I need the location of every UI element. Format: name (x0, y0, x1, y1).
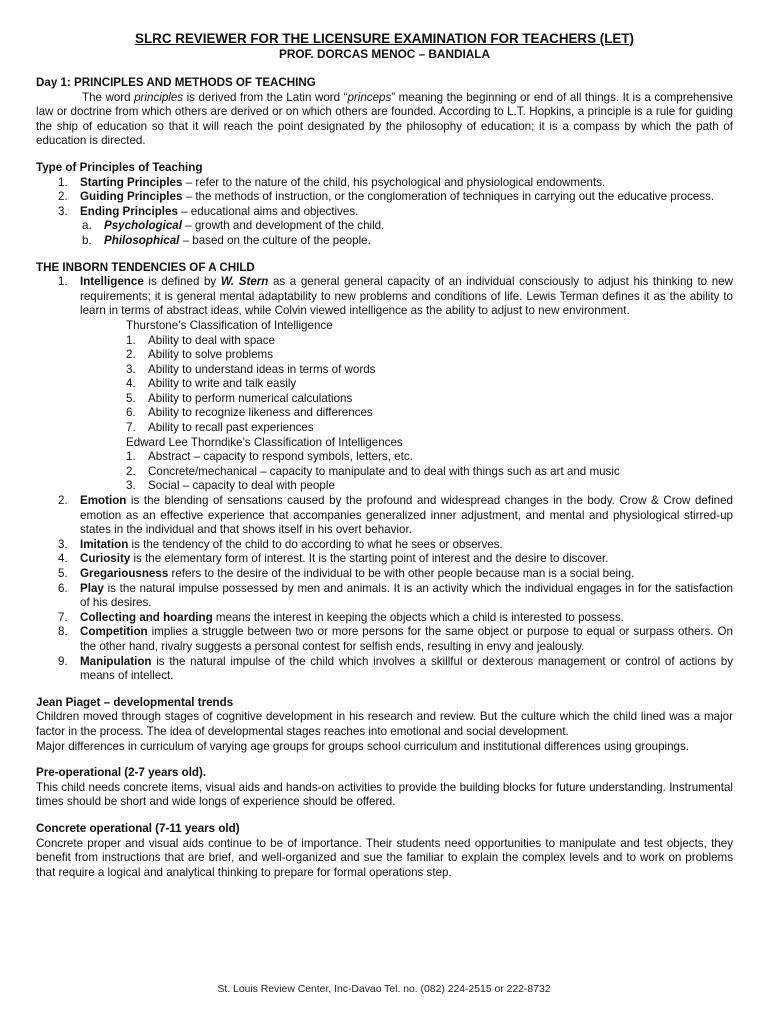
list-item: 7. Ability to recall past experiences (126, 421, 314, 435)
types-heading: Type of Principles of Teaching (36, 160, 203, 174)
piaget-heading: Jean Piaget – developmental trends (36, 695, 234, 709)
list-item: 7. Collecting and hoarding means the interest in keeping the objects which a child is interested to possess. (58, 610, 624, 624)
list-item: 5. Gregariousness refers to the desire of the individual to be with other people because man is a social being. (58, 567, 635, 580)
list-item: 4. Curiosity is the elementary form of interest. It is the starting point of interest and the desire to discover. (58, 552, 609, 566)
list-item: b. Philosophical – based on the culture of the people. (82, 233, 371, 247)
list-item: 1. Intelligence is defined by W. Stern as a general general capacity of an individual consciously to adjust his thinking to new requirements; it is general mental adaptability to new problems and conditions of life. Lewis Terman defines it as the ability to learn in terms of abstract ideas, while Colvin viewed intelligence as the ability to adjust to new environment. (58, 275, 733, 318)
document-author: PROF. DORCAS MENOC – BANDIALA (278, 47, 491, 61)
page-footer: St. Louis Review Center, Inc-Davao Tel. no. (082) 224-2515 or 222-8732 (217, 984, 551, 995)
list-item: 1. Abstract – capacity to respond symbols, letters, etc. (126, 450, 413, 464)
list-item: 2. Guiding Principles – the methods of instruction, or the conglomeration of techniques in carrying out the educative process. (58, 190, 715, 204)
document-page (36, 30, 733, 880)
list-item: 4. Ability to write and talk easily (126, 377, 297, 391)
list-item: 1. Ability to deal with space (126, 333, 275, 347)
list-item: 2. Ability to solve problems (126, 348, 274, 362)
list-item: 3. Ability to understand ideas in terms of words (126, 362, 376, 376)
list-item: 6. Ability to recognize likeness and differences (126, 406, 373, 420)
list-item: 3. Imitation is the tendency of the child to do according to what he sees or observes. (58, 537, 503, 551)
preoperational-paragraph: This child needs concrete items, visual aids and hands-on activities to provide the building blocks for future understanding. Instrumental times should be short and wide longs of experience should be offered. (36, 780, 733, 809)
types-list (36, 176, 733, 249)
list-item: 6. Play is the natural impulse possessed by men and animals. It is an activity which the individual engages in for the satisfaction of his desires. (58, 581, 733, 610)
piaget-paragraph-2: Major differences in curriculum of varying age groups for groups school curriculum and institutional differences using groupings. (36, 739, 690, 753)
inborn-list (36, 275, 733, 684)
preoperational-heading: Pre-operational (2-7 years old). (36, 766, 207, 780)
list-item: 2. Emotion is the blending of sensations caused by the profound and widespread changes in the body. Crow & Crow defined emotion as an effective experience that accompanies generalized inner adjustment, and mental and physiological stirred-up states in the individual and that shows itself in his overt behavior. (58, 494, 733, 537)
list-item: 3. Ending Principles – educational aims and objectives. (58, 204, 359, 218)
list-item: 2. Concrete/mechanical – capacity to manipulate and to deal with things such as art and music (126, 464, 620, 478)
list-item: 8. Competition implies a struggle between two or more persons for the same object or purpose to equal or surpass others. On the other hand, rivalry suggests a personal contest for selfish ends, resulting in envy and jealously. (58, 625, 733, 653)
list-item: 5. Ability to perform numerical calculations (126, 391, 353, 405)
list-item: 9. Manipulation is the natural impulse of the child which involves a skillful or dexterous management or control of actions by means of intellect. (58, 654, 733, 683)
concrete-paragraph: Concrete proper and visual aids continue to be of importance. Their students need opportunities to manipulate and test objects, they benefit from instructions that are brief, and well-organized and sue the familiar to explain the complex levels and to work on problems that require a logical and analytical thinking to prepare for formal operations step. (36, 836, 733, 879)
piaget-paragraph-1: Children moved through stages of cognitive development in his research and review. But the culture which the child lined was a major factor in the process. The idea of developmental stages reaches into emotional and social development. (36, 710, 733, 738)
thurstone-label: Thurstone’s Classification of Intelligence (126, 318, 333, 332)
concrete-heading: Concrete operational (7-11 years old) (36, 821, 240, 835)
thorndike-label: Edward Lee Thorndike’s Classification of Intelligences (126, 435, 403, 449)
list-item: a. Psychological – growth and development of the child. (82, 219, 385, 233)
document-title: SLRC REVIEWER FOR THE LICENSURE EXAMINATION FOR TEACHERS (LET) (135, 31, 634, 46)
inborn-heading: THE INBORN TENDENCIES OF A CHILD (36, 260, 255, 274)
list-item: 3. Social – capacity to deal with people (126, 479, 335, 493)
day1-heading: Day 1: PRINCIPLES AND METHODS OF TEACHING (36, 76, 316, 89)
day1-paragraph: The word principles is derived from the Latin word “princeps” meaning the beginning or end of all things. It is a comprehensive law or doctrine from which others are derived or on which others are founded. According to L.T. Hopkins, a principle is a rule for guiding the ship of education so that it will reach the point designated by the philosophy of education; it is a compass by which the path of education is directed. (36, 90, 733, 148)
list-item: 1. Starting Principles – refer to the nature of the child, his psychological and physiological endowments. (58, 175, 606, 189)
